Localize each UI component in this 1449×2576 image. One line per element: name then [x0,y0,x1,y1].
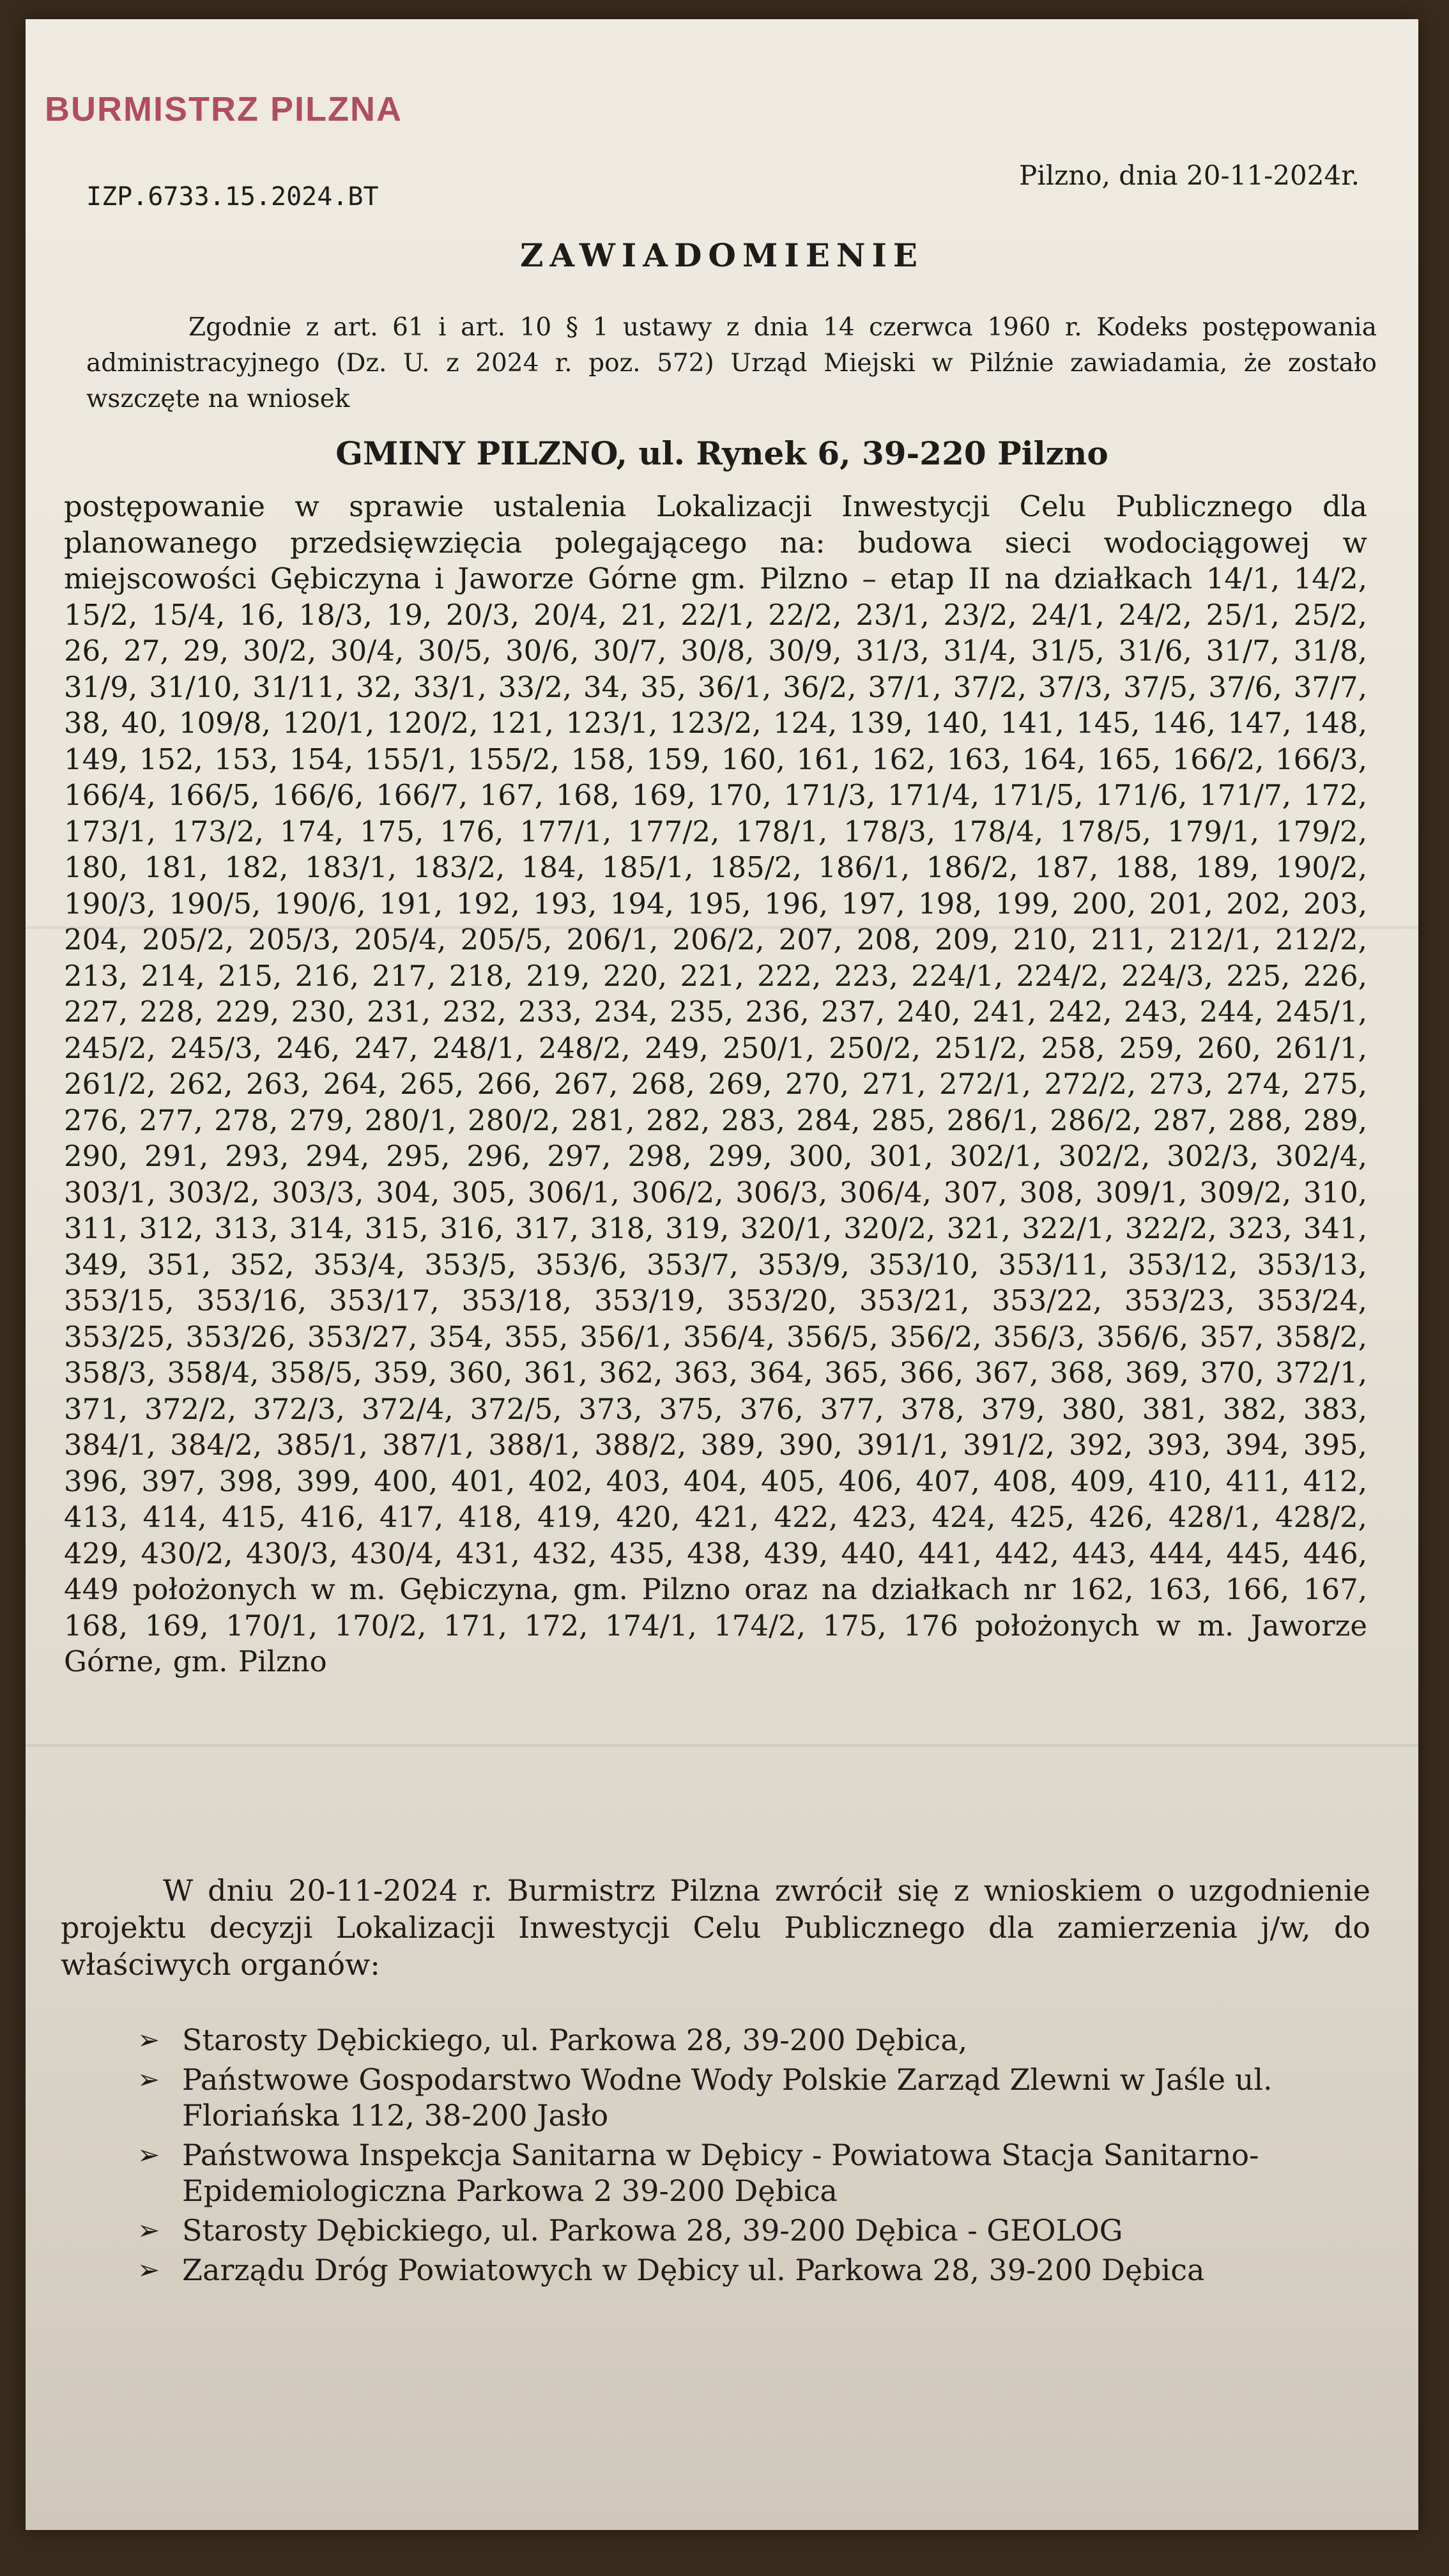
paper-crease [26,1744,1418,1747]
list-item [137,2212,1383,2248]
authority-name: Zarządu Dróg Powiatowych w Dębicy ul. Parkowa 28, 39-200 Dębica [182,2253,1205,2287]
arrow-bullet-icon: ➢ [137,2024,160,2055]
authorities-list [137,2022,1383,2292]
authority-name: Starosty Dębickiego, ul. Parkowa 28, 39-200 Dębica, [182,2023,968,2057]
document-title: ZAWIADOMIENIE [519,236,924,274]
arrow-bullet-icon: ➢ [137,2139,160,2170]
list-item [137,2137,1383,2209]
office-stamp: BURMISTRZ PILZNA [45,90,402,128]
applicant-address: GMINY PILZNO, ul. Rynek 6, 39-220 Pilzno [335,434,1108,472]
authority-name: Starosty Dębickiego, ul. Parkowa 28, 39-200 Dębica - GEOLOG [182,2213,1123,2248]
list-item [137,2252,1383,2288]
reference-number: IZP.6733.15.2024.BT [86,182,379,211]
place-date: Pilzno, dnia 20-11-2024r. [1019,160,1360,191]
authority-name: Państwowe Gospodarstwo Wodne Wody Polskie Zarząd Zlewni w Jaśle ul. Floriańska 112, 38-200 Jasło [182,2062,1273,2133]
arrow-bullet-icon: ➢ [137,2214,160,2246]
proceedings-body: postępowanie w sprawie ustalenia Lokalizacji Inwestycji Celu Publicznego dla planowanego przedsięwzięcia polegającego na: budowa sieci wodociągowej w miejscowości Gębiczyna i Jaworze Górne gm. Pilzno – etap II na działkach 14/1, 14/2, 15/2, 15/4, 16, 18/3, 19, 20/3, 20/4, 21, 22/1, 22/2, 23/1, 23/2, 24/1, 24/2, 25/1, 25/2, 26, 27, 29, 30/2, 30/4, 30/5, 30/6, 30/7, 30/8, 30/9, 31/3, 31/4, 31/5, 31/6, 31/7, 31/8, 31/9, 31/10, 31/11, 32, 33/1, 33/2, 34, 35, 36/1, 36/2, 37/1, 37/2, 37/3, 37/5, 37/6, 37/7, 38, 40, 109/8, 120/1, 120/2, 121, 123/1, 123/2, 124, 139, 140, 141, 145, 146, 147, 148, 149, 152, 153, 154, 155/1, 155/2, 158, 159, 160, 161, 162, 163, 164, 165, 166/2, 166/3, 166/4, 166/5, 166/6, 166/7, 167, 168, 169, 170, 171/3, 171/4, 171/5, 171/6, 171/7, 172, 173/1, 173/2, 174, 175, 176, 177/1, 177/2, 178/1, 178/3, 178/4, 178/5, 179/1, 179/2, 180, 181, 182, 183/1, 183/2, 184, 185/1, 185/2, 186/1, 186/2, 187, 188, 189, 190/2, 190/3, 190/5, 190/6, 191, 192, 193, 194, 195, 196, 197, 198, 199, 200, 201, 202, 203, 204, 205/2, 205/3, 205/4, 205/5, 206/1, 206/2, 207, 208, 209, 210, 211, 212/1, 212/2, 213, 214, 215, 216, 217, 218, 219, 220, 221, 222, 223, 224/1, 224/2, 224/3, 225, 226, 227, 228, 229, 230, 231, 232, 233, 234, 235, 236, 237, 240, 241, 242, 243, 244, 245/1, 245/2, 245/3, 246, 247, 248/1, 248/2, 249, 250/1, 250/2, 251/2, 258, 259, 260, 261/1, 261/2, 262, 263, 264, 265, 266, 267, 268, 269, 270, 271, 272/1, 272/2, 273, 274, 275, 276, 277, 278, 279, 280/1, 280/2, 281, 282, 283, 284, 285, 286/1, 286/2, 287, 288, 289, 290, 291, 293, 294, 295, 296, 297, 298, 299, 300, 301, 302/1, 302/2, 302/3, 302/4, 303/1, 303/2, 303/3, 304, 305, 306/1, 306/2, 306/3, 306/4, 307, 308, 309/1, 309/2, 310, 311, 312, 313, 314, 315, 316, 317, 318, 319, 320/1, 320/2, 321, 322/1, 322/2, 323, 341, 349, 351, 352, 353/4, 353/5, 353/6, 353/7, 353/9, 353/10, 353/11, 353/12, 353/13, 353/15, 353/16, 353/17, 353/18, 353/19, 353/20, 353/21, 353/22, 353/23, 353/24, 353/25, 353/26, 353/27, 354, 355, 356/1, 356/4, 356/5, 356/2, 356/3, 356/6, 357, 358/2, 358/3, 358/4, 358/5, 359, 360, 361, 362, 363, 364, 365, 366, 367, 368, 369, 370, 372/1, 371, 372/2, 372/3, 372/4, 372/5, 373, 375, 376, 377, 378, 379, 380, 381, 382, 383, 384/1, 384/2, 385/1, 387/1, 388/1, 388/2, 389, 390, 391/1, 391/2, 392, 393, 394, 395, 396, 397, 398, 399, 400, 401, 402, 403, 404, 405, 406, 407, 408, 409, 410, 411, 412, 413, 414, 415, 416, 417, 418, 419, 420, 421, 422, 423, 424, 425, 426, 428/1, 428/2, 429, 430/2, 430/3, 430/4, 431, 432, 435, 438, 439, 440, 441, 442, 443, 444, 445, 446, 449 położonych w m. Gębiczyna, gm. Pilzno oraz na działkach nr 162, 163, 166, 167, 168, 169, 170/1, 170/2, 171, 172, 174/1, 174/2, 175, 176 położonych w m. Jaworze Górne, gm. Pilzno [64,489,1367,1678]
coordination-paragraph: W dniu 20-11-2024 r. Burmistrz Pilzna zwrócił się z wnioskiem o uzgodnienie projektu decyzji Lokalizacji Inwestycji Celu Publicznego dla zamierzenia j/w, do właściwych organów: [61,1873,1370,1982]
list-item [137,2062,1383,2133]
arrow-bullet-icon: ➢ [137,2064,160,2095]
arrow-bullet-icon: ➢ [137,2254,160,2285]
notice-document [26,19,1418,2530]
intro-paragraph: Zgodnie z art. 61 i art. 10 § 1 ustawy z dnia 14 czerwca 1960 r. Kodeks postępowania administracyjnego (Dz. U. z 2024 r. poz. 572) Urząd Miejski w Pilźnie zawiadamia, że zostało wszczęte na wniosek [86,313,1377,413]
list-item [137,2022,1383,2058]
authority-name: Państwowa Inspekcja Sanitarna w Dębicy - Powiatowa Stacja Sanitarno-Epidemiologiczna Parkowa 2 39-200 Dębica [182,2138,1259,2208]
